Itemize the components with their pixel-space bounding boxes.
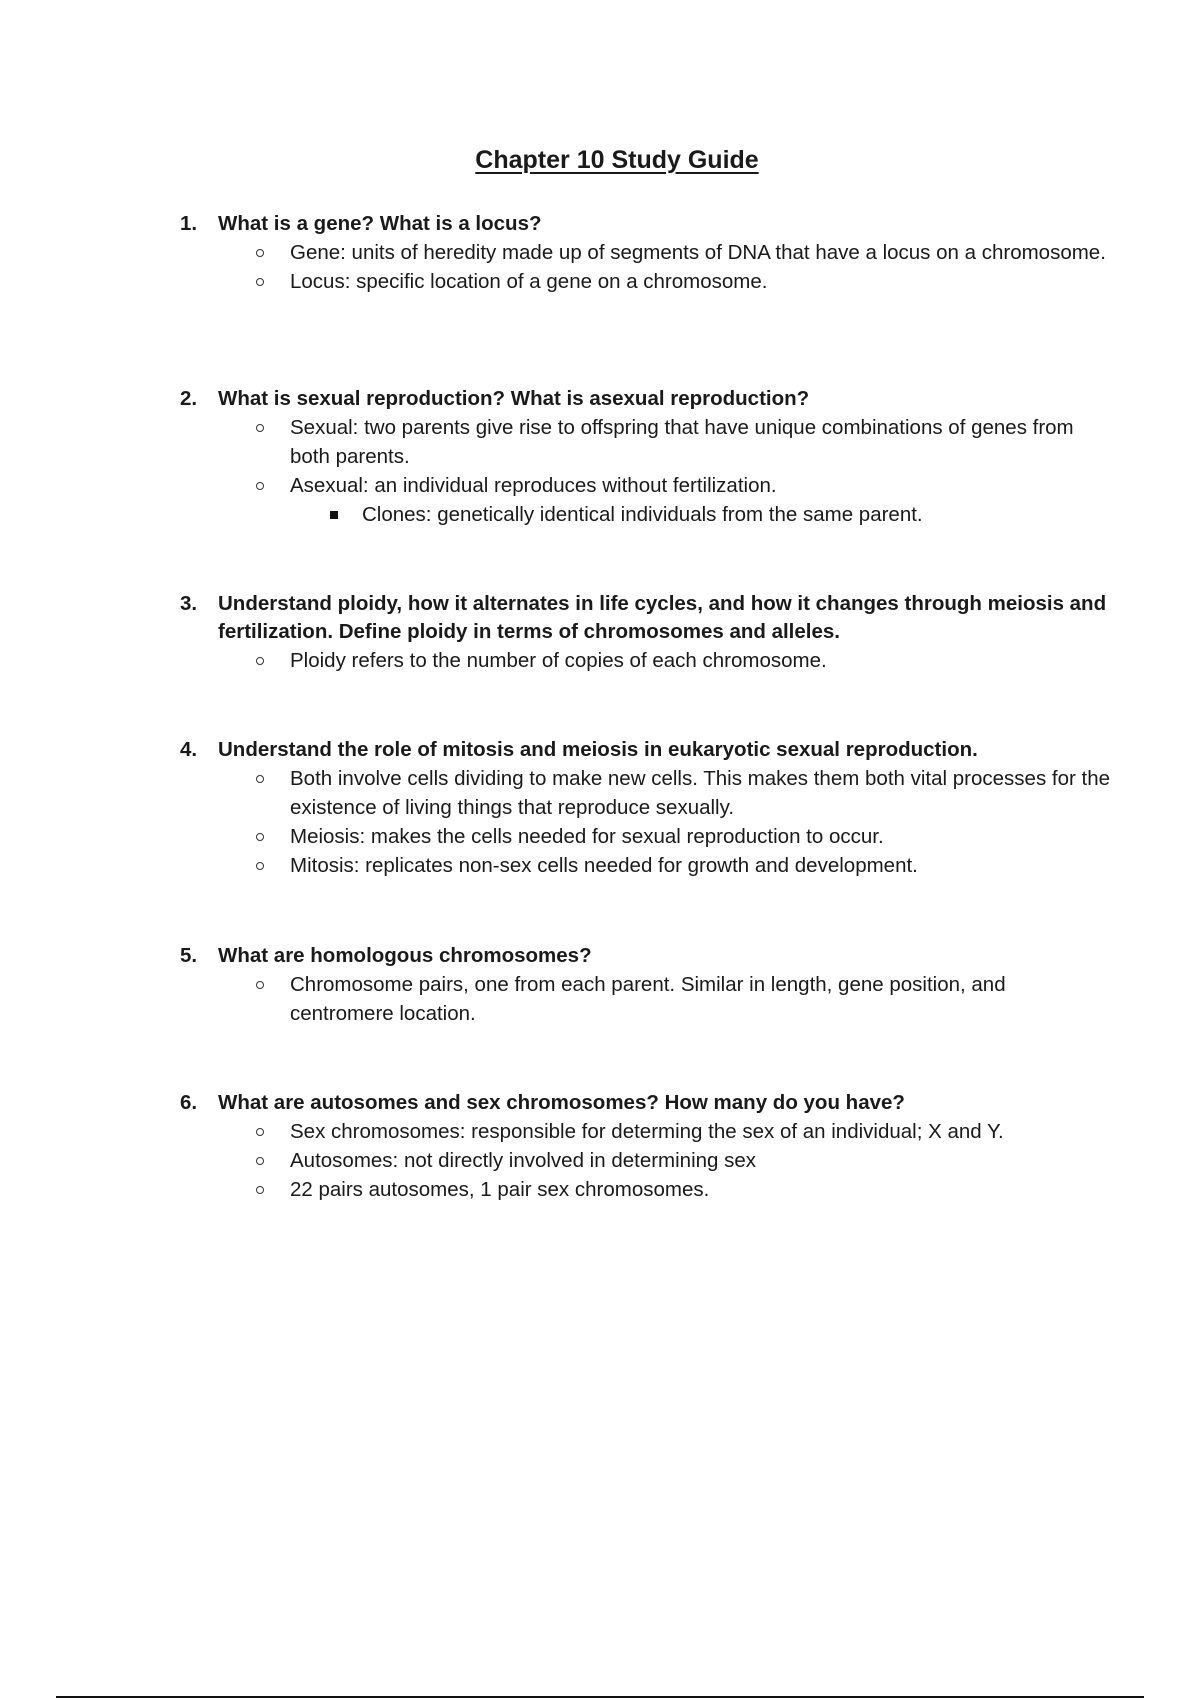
question-text: What are autosomes and sex chromosomes? How many do you have? xyxy=(218,1091,905,1114)
question-heading xyxy=(180,942,1110,970)
answer-list xyxy=(180,646,1110,675)
question-number: 1. xyxy=(180,212,198,235)
answer-text: Both involve cells dividing to make new cells. This makes them both vital processes for the existence of living things that reproduce sexually. xyxy=(290,767,1110,819)
answer-item xyxy=(180,1117,1110,1146)
question-heading xyxy=(180,385,1110,413)
answer-item xyxy=(180,970,1110,1028)
answer-item xyxy=(180,471,1110,529)
answer-list xyxy=(180,1117,1110,1204)
hollow-circle-bullet-icon xyxy=(256,424,264,432)
hollow-circle-bullet-icon xyxy=(256,862,264,870)
question-number: 3. xyxy=(180,592,198,615)
question-3 xyxy=(180,590,1110,675)
question-number: 4. xyxy=(180,738,198,761)
question-number: 2. xyxy=(180,387,198,410)
answer-text: Chromosome pairs, one from each parent. Similar in length, gene position, and centromere location. xyxy=(290,973,1006,1025)
answer-item xyxy=(180,267,1110,296)
page-bottom-divider xyxy=(56,1696,1144,1698)
question-text: Understand ploidy, how it alternates in life cycles, and how it changes through meiosis and fertilization. Define ploidy in terms of chromosomes and alleles. xyxy=(218,592,1107,643)
answer-item xyxy=(180,413,1110,471)
answer-item xyxy=(180,851,1110,880)
question-text: Understand the role of mitosis and meiosis in eukaryotic sexual reproduction. xyxy=(218,738,978,761)
answer-text: Mitosis: replicates non-sex cells needed for growth and development. xyxy=(290,854,918,877)
hollow-circle-bullet-icon xyxy=(256,1128,264,1136)
answer-item xyxy=(180,1146,1110,1175)
page-title: Chapter 10 Study Guide xyxy=(475,146,759,174)
answer-text: Ploidy refers to the number of copies of each chromosome. xyxy=(290,649,827,672)
question-4 xyxy=(180,736,1110,880)
question-heading xyxy=(180,1089,1110,1117)
answer-text: Sexual: two parents give rise to offspring that have unique combinations of genes from both parents. xyxy=(290,416,1074,468)
question-2 xyxy=(180,385,1110,529)
question-number: 5. xyxy=(180,944,198,967)
question-6 xyxy=(180,1089,1110,1204)
answer-item xyxy=(180,764,1110,822)
sub-answer-text: Clones: genetically identical individuals from the same parent. xyxy=(362,503,923,526)
hollow-circle-bullet-icon xyxy=(256,775,264,783)
answer-item xyxy=(180,822,1110,851)
answer-text: Sex chromosomes: responsible for determing the sex of an individual; X and Y. xyxy=(290,1120,1004,1143)
answer-text: 22 pairs autosomes, 1 pair sex chromosomes. xyxy=(290,1178,710,1201)
question-heading xyxy=(180,736,1110,764)
answer-text: Gene: units of heredity made up of segments of DNA that have a locus on a chromosome. xyxy=(290,241,1106,264)
question-text: What is a gene? What is a locus? xyxy=(218,212,542,235)
hollow-circle-bullet-icon xyxy=(256,278,264,286)
answer-item xyxy=(180,646,1110,675)
hollow-circle-bullet-icon xyxy=(256,657,264,665)
answer-text: Asexual: an individual reproduces without fertilization. xyxy=(290,474,777,497)
question-heading xyxy=(180,210,1110,238)
question-number: 6. xyxy=(180,1091,198,1114)
answer-text: Locus: specific location of a gene on a chromosome. xyxy=(290,270,768,293)
answer-list xyxy=(180,764,1110,880)
answer-list xyxy=(180,413,1110,529)
sub-answer-list xyxy=(290,500,1110,529)
sub-answer-item xyxy=(290,500,1110,529)
filled-square-bullet-icon xyxy=(330,511,338,519)
answer-item xyxy=(180,1175,1110,1204)
answer-text: Meiosis: makes the cells needed for sexual reproduction to occur. xyxy=(290,825,884,848)
question-text: What is sexual reproduction? What is asexual reproduction? xyxy=(218,387,810,410)
answer-item xyxy=(180,238,1110,267)
question-text: What are homologous chromosomes? xyxy=(218,944,592,967)
hollow-circle-bullet-icon xyxy=(256,833,264,841)
answer-text: Autosomes: not directly involved in determining sex xyxy=(290,1149,757,1172)
hollow-circle-bullet-icon xyxy=(256,981,264,989)
hollow-circle-bullet-icon xyxy=(256,249,264,257)
answer-list xyxy=(180,238,1110,296)
hollow-circle-bullet-icon xyxy=(256,1157,264,1165)
answer-list xyxy=(180,970,1110,1028)
question-1 xyxy=(180,210,1110,296)
question-5 xyxy=(180,942,1110,1028)
question-heading xyxy=(180,590,1110,646)
hollow-circle-bullet-icon xyxy=(256,482,264,490)
hollow-circle-bullet-icon xyxy=(256,1186,264,1194)
